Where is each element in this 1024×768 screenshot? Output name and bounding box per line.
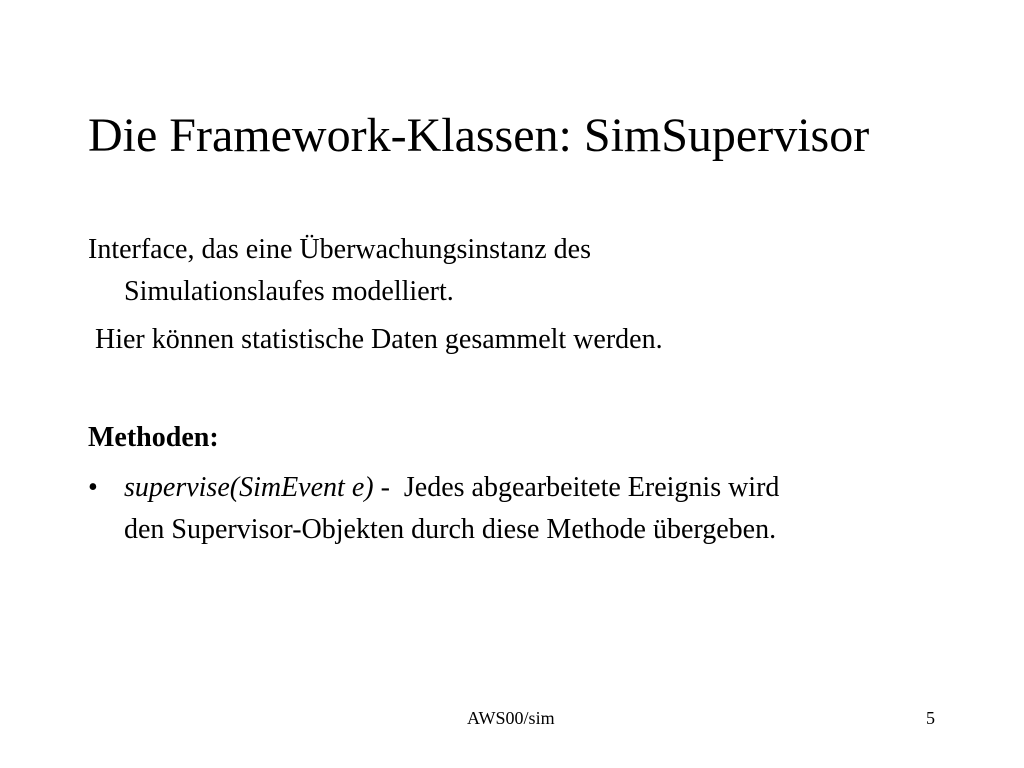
methods-heading: Methoden: [88, 422, 219, 453]
intro-text-line-3: Hier können statistische Daten gesammelt werden. [88, 324, 663, 355]
footer-label: AWS00/sim [467, 708, 555, 728]
intro-text-line-2: Simulationslaufes modelliert. [124, 276, 454, 307]
page-number: 5 [926, 708, 935, 728]
method-signature: supervise(SimEvent e) [124, 472, 374, 503]
method-description-line-1 [124, 467, 779, 509]
bullet-marker: • [88, 472, 98, 503]
method-description-start: - Jedes abgearbeitete Ereignis wird [373, 472, 780, 503]
intro-text-line-1: Interface, das eine Überwachungsinstanz des [88, 234, 592, 265]
slide-title: Die Framework-Klassen: SimSupervisor [88, 109, 870, 162]
method-description-line-2: den Supervisor-Objekten durch diese Methode übergeben. [124, 514, 777, 545]
